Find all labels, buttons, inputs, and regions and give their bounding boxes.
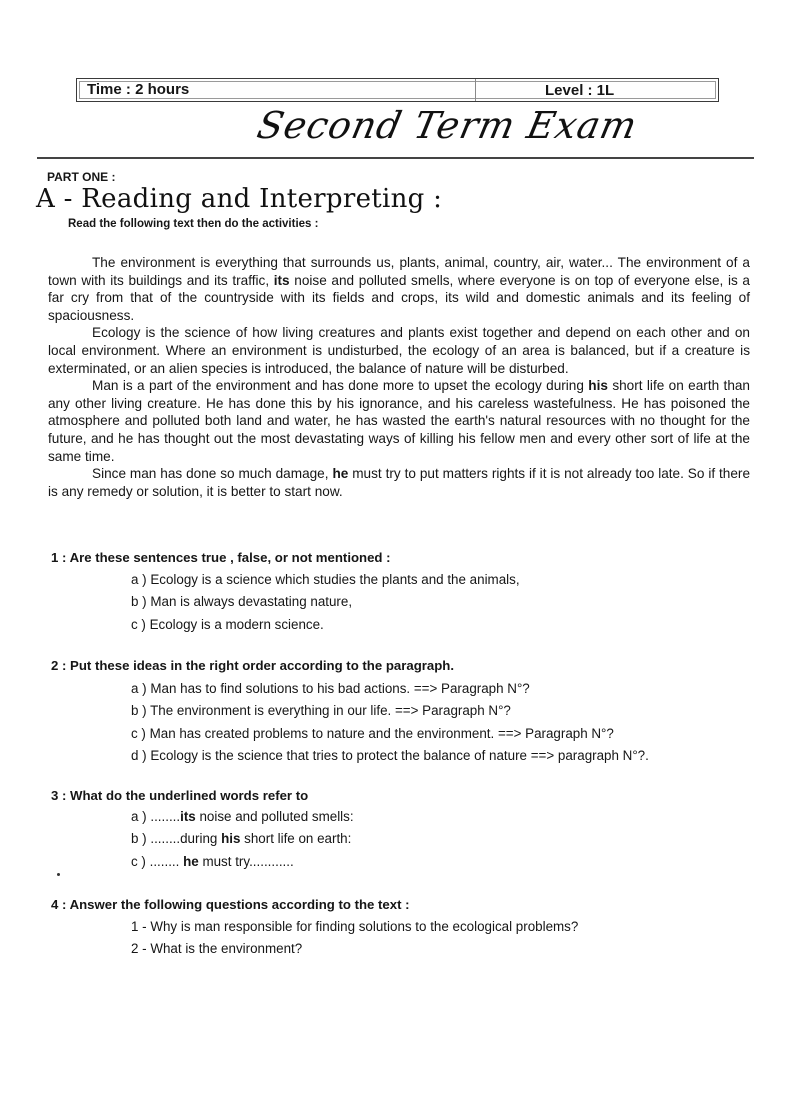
passage-text: Since man has done so much damage, bbox=[92, 466, 333, 482]
referent-word: he bbox=[183, 853, 199, 869]
time-label: Time : 2 hours bbox=[87, 81, 190, 98]
referent-word-his: his bbox=[588, 378, 608, 394]
question-2-item: d ) Ecology is the science that tries to protect the balance of nature ==> paragraph N°?. bbox=[131, 747, 649, 763]
section-title: A - Reading and Interpreting : bbox=[36, 184, 443, 214]
passage-text: short life on earth than any other living creature. He has done this by his ignorance, and his careless wastefulness. He has poisoned the atmosphere and polluted both land and water, he has wasted the earth's natural resources with no thought for the future, and he has thought out the most devastating ways of killing his fellow men and every other sort of life at the same time. bbox=[48, 378, 750, 464]
level-label: Level : 1L bbox=[545, 82, 615, 99]
passage-text: The environment is everything that surrounds us, plants, animal, country, air, water... The environment of a town with its buildings and its traffic, bbox=[48, 255, 750, 288]
question-2-item: b ) The environment is everything in our life. ==> Paragraph N°? bbox=[131, 703, 511, 719]
passage-paragraph-4 bbox=[48, 465, 750, 500]
question-3-item bbox=[131, 806, 354, 828]
question-3-items bbox=[131, 806, 354, 873]
question-3-item bbox=[131, 828, 354, 850]
referent-word-its: its bbox=[273, 272, 290, 288]
blank-prefix: b ) ........during bbox=[131, 831, 222, 847]
question-1-heading: 1 : Are these sentences true , false, or not mentioned : bbox=[51, 550, 391, 565]
part-label: PART ONE : bbox=[47, 170, 116, 184]
question-2-item: c ) Man has created problems to nature and the environment. ==> Paragraph N°? bbox=[131, 725, 614, 741]
question-4-items bbox=[131, 916, 578, 961]
referent-word-he: he bbox=[332, 466, 349, 482]
passage-paragraph-3 bbox=[48, 377, 750, 465]
passage-paragraph-1 bbox=[48, 254, 750, 324]
header-box bbox=[76, 78, 719, 102]
question-4-item: 1 - Why is man responsible for finding solutions to the ecological problems? bbox=[131, 919, 579, 934]
passage-text: must try to put matters rights if it is not already too late. So if there is any remedy or solution, it is better to start now. bbox=[48, 466, 750, 499]
item-text: must try............ bbox=[198, 853, 294, 869]
question-2-heading: 2 : Put these ideas in the right order according to the paragraph. bbox=[51, 658, 455, 673]
item-text: short life on earth: bbox=[240, 831, 352, 847]
question-1-item: a ) Ecology is a science which studies the plants and the animals, bbox=[131, 572, 520, 587]
question-4-item: 2 - What is the environment? bbox=[131, 941, 303, 957]
blank-prefix: c ) ........ bbox=[131, 853, 184, 869]
question-2-items bbox=[131, 678, 649, 767]
item-text: noise and polluted smells: bbox=[195, 809, 354, 824]
referent-word: its bbox=[180, 809, 196, 824]
question-1-item: b ) Man is always devastating nature, bbox=[131, 594, 353, 610]
stray-dot bbox=[57, 873, 60, 876]
instruction-text: Read the following text then do the activities : bbox=[68, 218, 319, 230]
reading-passage bbox=[48, 254, 750, 500]
question-3-heading: 3 : What do the underlined words refer to bbox=[51, 788, 309, 803]
horizontal-rule bbox=[37, 157, 754, 159]
exam-title: Second Term Exam bbox=[253, 104, 642, 147]
passage-text: noise and polluted smells, where everyone is on top of everyone else, is a far cry from that of the countryside with its fields and crops, its wild and domestic animals and its feeling of spaciousness. bbox=[48, 272, 750, 323]
question-2-item: a ) Man has to find solutions to his bad actions. ==> Paragraph N°? bbox=[131, 681, 530, 696]
question-1-item: c ) Ecology is a modern science. bbox=[131, 616, 324, 632]
referent-word: his bbox=[221, 831, 241, 847]
passage-paragraph-2: Ecology is the science of how living creatures and plants exist together and depend on each other and on local environment. Where an environment is undisturbed, the ecology of an area is balanced, but if a creature is exterminated, or an alien species is introduced, the balance of nature will be disturbed. bbox=[48, 325, 750, 376]
header-divider bbox=[475, 79, 476, 101]
question-3-item bbox=[131, 851, 354, 873]
question-4-heading: 4 : Answer the following questions according to the text : bbox=[51, 897, 410, 912]
blank-prefix: a ) ........ bbox=[131, 809, 181, 824]
passage-text: Man is a part of the environment and has done more to upset the ecology during bbox=[92, 378, 589, 394]
question-1-items bbox=[131, 569, 520, 636]
